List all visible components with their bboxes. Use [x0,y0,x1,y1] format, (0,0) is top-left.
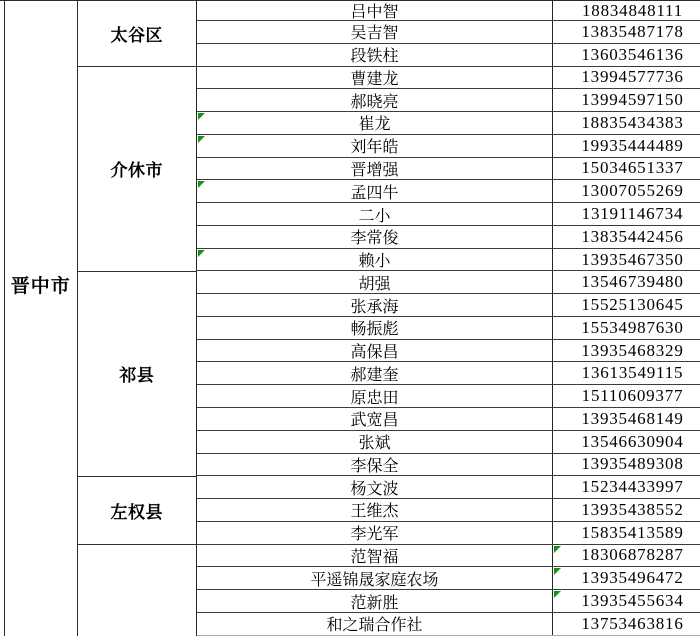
contact-name-cell[interactable] [197,476,553,498]
table-row [197,89,700,112]
error-indicator-icon [554,591,561,598]
table-row [197,362,700,385]
contact-name-cell[interactable] [197,340,553,362]
phone-cell[interactable] [553,294,700,316]
phone-cell[interactable] [553,249,700,271]
table-row [197,567,700,590]
error-indicator-icon [554,546,561,553]
contact-name-cell[interactable] [197,1,553,20]
phone-number: 15525130645 [581,295,684,315]
error-indicator-icon [198,250,205,257]
contact-rows [197,1,700,636]
contact-name-cell[interactable] [197,613,553,635]
contact-name: 李光军 [350,526,399,544]
contact-name: 王维杰 [350,503,399,521]
phone-number: 15234433997 [581,477,684,497]
phone-number: 13935467350 [581,249,684,269]
contact-name: 刘年皓 [350,139,399,157]
table-row [197,408,700,431]
contact-name-cell[interactable] [197,249,553,271]
contact-name-cell[interactable] [197,545,553,567]
contact-name-cell[interactable] [197,590,553,612]
phone-cell[interactable] [553,44,700,66]
contact-name-cell[interactable] [197,67,553,89]
table-row [197,226,700,249]
contact-name-cell[interactable] [197,454,553,476]
district-cell[interactable] [78,272,197,477]
phone-number: 13753463816 [581,613,684,633]
contact-name-cell[interactable] [197,271,553,293]
phone-cell[interactable] [553,567,700,589]
table-row [197,135,700,158]
phone-cell[interactable] [553,112,700,134]
phone-number: 13935438552 [581,499,684,519]
phone-cell[interactable] [553,158,700,180]
phone-cell[interactable] [553,362,700,384]
phone-number: 15534987630 [581,317,684,337]
contact-name: 畅振彪 [350,321,399,339]
phone-number: 13994597150 [581,90,684,110]
district-cell[interactable] [78,1,197,67]
error-indicator-icon [554,568,561,575]
contact-name-cell[interactable] [197,44,553,66]
contact-name: 张承海 [350,298,399,316]
phone-number: 13994577736 [581,67,684,87]
district-label: 左权县 [110,502,163,522]
district-cell[interactable] [78,545,197,636]
table-row [197,249,700,272]
contact-name-cell[interactable] [197,567,553,589]
district-column [78,1,198,636]
phone-cell[interactable] [553,476,700,498]
table-row [197,454,700,477]
phone-number: 19935444489 [581,135,684,155]
contact-name-cell[interactable] [197,226,553,248]
phone-number: 13603546136 [581,44,684,64]
contact-name-cell[interactable] [197,158,553,180]
contact-name: 郝建奎 [350,366,399,384]
contact-name: 曹建龙 [350,70,399,88]
table-row [197,180,700,203]
error-indicator-icon [198,136,205,143]
contact-name-cell[interactable] [197,408,553,430]
table-row [197,385,700,408]
table-row [197,294,700,317]
city-cell[interactable] [4,1,78,636]
district-cell[interactable] [78,477,197,545]
phone-cell[interactable] [553,613,700,635]
phone-cell[interactable] [553,271,700,293]
table-row [197,317,700,340]
phone-cell[interactable] [553,499,700,521]
contact-name: 李常俊 [350,230,399,248]
contact-name: 二小 [358,207,391,225]
contact-name: 原忠田 [350,389,399,407]
phone-cell[interactable] [553,67,700,89]
table-row [197,476,700,499]
phone-number: 13935496472 [581,568,684,588]
error-indicator-icon [198,181,205,188]
table-row [197,613,700,636]
table-row [197,1,700,21]
phone-number: 13613549115 [581,363,684,383]
district-label: 祁县 [119,366,155,386]
phone-number: 13935468149 [581,408,684,428]
phone-cell[interactable] [553,340,700,362]
contact-name-cell[interactable] [197,112,553,134]
table-row [197,112,700,135]
contact-name: 范新胜 [350,594,399,612]
table-row [197,21,700,44]
table-row [197,522,700,545]
contact-name: 李保全 [350,457,399,475]
contact-name: 和之瑞合作社 [326,617,423,635]
contact-name-cell[interactable] [197,294,553,316]
phone-number: 13191146734 [581,204,684,223]
error-indicator-icon [198,113,205,120]
phone-cell[interactable] [553,89,700,111]
contact-name-cell[interactable] [197,385,553,407]
phone-number: 13935468329 [581,340,684,360]
table-row [197,545,700,568]
phone-number: 15835413589 [581,522,684,542]
table-row [197,158,700,181]
table-row [197,203,700,226]
phone-cell[interactable] [553,317,700,339]
contact-name: 赖小 [358,253,391,271]
phone-number: 18306878287 [581,545,684,565]
phone-number: 15034651337 [581,158,684,178]
contact-name-cell[interactable] [197,135,553,157]
phone-cell[interactable] [553,21,700,43]
contact-name: 杨文波 [350,480,399,498]
phone-cell[interactable] [553,590,700,612]
contact-name: 平遥锦晟家庭农场 [310,571,439,589]
district-cell[interactable] [78,67,197,272]
phone-number: 18835434383 [581,112,684,132]
district-label: 太谷区 [110,25,163,45]
city-label: 晋中市 [10,276,71,297]
table-row [197,44,700,67]
phone-cell[interactable] [553,135,700,157]
table-row [197,271,700,294]
contact-name: 武宽昌 [350,412,399,430]
phone-number: 13007055269 [581,181,684,201]
phone-cell[interactable] [553,454,700,476]
phone-cell[interactable] [553,408,700,430]
contact-name-cell[interactable] [197,522,553,544]
contact-name: 吕中智 [350,4,399,20]
table-row [197,340,700,363]
contact-name-cell[interactable] [197,499,553,521]
contact-name-cell[interactable] [197,89,553,111]
district-label: 介休市 [110,161,163,181]
phone-number: 13546739480 [581,272,684,292]
phone-cell[interactable] [553,180,700,202]
contact-name: 孟四牛 [350,184,399,202]
contact-name: 范智福 [350,549,399,566]
contact-name: 吴吉智 [350,25,399,43]
table-row [197,590,700,613]
contact-name: 晋增强 [350,161,399,179]
phone-number: 13835487178 [581,21,684,41]
contact-name: 崔龙 [358,116,391,134]
contact-name: 高保昌 [350,344,399,362]
phone-number: 15110609377 [581,386,684,406]
phone-number: 13935455634 [581,591,684,611]
phone-number: 13835442456 [581,226,684,246]
table-row [197,67,700,90]
contact-name-cell[interactable] [197,203,553,225]
phone-cell[interactable] [553,522,700,544]
contact-name-cell[interactable] [197,180,553,202]
phone-number: 18834848111 [581,1,684,20]
contact-name: 胡强 [358,275,391,293]
phone-cell[interactable] [553,431,700,453]
contact-name-cell[interactable] [197,317,553,339]
phone-number: 13935489308 [581,454,684,474]
table-row [197,431,700,454]
phone-cell[interactable] [553,545,700,567]
phone-cell[interactable] [553,226,700,248]
contact-name-cell[interactable] [197,431,553,453]
phone-cell[interactable] [553,1,700,20]
phone-cell[interactable] [553,203,700,225]
contact-name: 郝晓亮 [350,93,399,111]
contact-name-cell[interactable] [197,362,553,384]
phone-cell[interactable] [553,385,700,407]
contact-name-cell[interactable] [197,21,553,43]
phone-number: 13546630904 [581,431,684,451]
contact-name: 段铁柱 [350,48,399,66]
contact-name: 张斌 [358,435,391,453]
table-row [197,499,700,522]
